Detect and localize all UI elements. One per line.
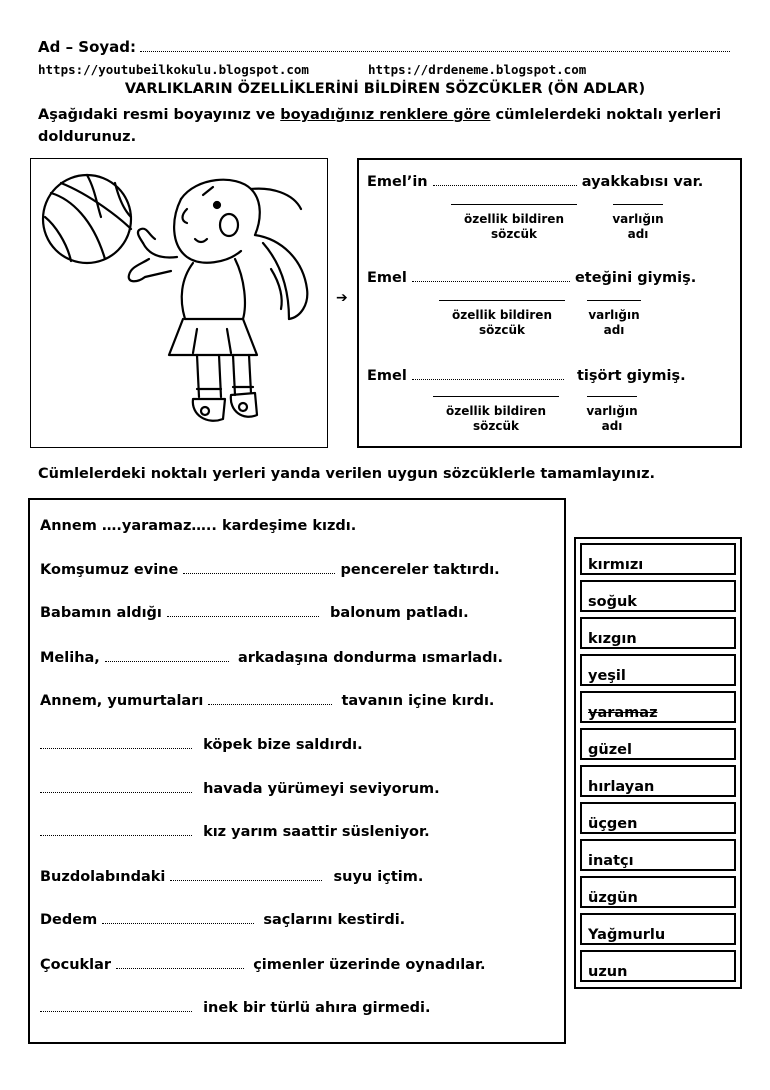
fill-sentence-2 [40, 562, 500, 578]
answer-blank[interactable] [40, 782, 192, 793]
sentence-object: eteğini giymiş. [574, 270, 697, 286]
word-bank-item: güzel [580, 728, 736, 760]
word-bank-item: kızgın [580, 617, 736, 649]
sentence-before: Meliha, [40, 650, 100, 666]
sentence-after: kız yarım saattir süsleniyor. [203, 824, 430, 840]
word-bank-item: soğuk [580, 580, 736, 612]
instruction-1 [38, 104, 738, 148]
fill-sentence-1 [40, 518, 356, 534]
page-title: VARLIKLARIN ÖZELLİKLERİNİ BİLDİREN SÖZCÜKLER (ÖN ADLAR) [124, 81, 646, 97]
fill-sentence-8 [40, 824, 430, 840]
fill-sentence-7 [40, 781, 440, 797]
answer-blank[interactable] [102, 913, 254, 924]
coloring-picture-box [30, 158, 328, 448]
arrow-icon: ➔ [336, 290, 348, 306]
answer-blank[interactable] [40, 738, 192, 749]
answer-blank[interactable] [40, 825, 192, 836]
name-field [38, 38, 730, 56]
word-bank [574, 537, 742, 989]
sentence-before: Çocuklar [40, 957, 112, 973]
fill-sentence-12 [40, 1000, 431, 1016]
sentence-object: tişört giymiş. [576, 368, 686, 384]
sentence-after: çimenler üzerinde oynadılar. [253, 957, 486, 973]
sentence-subject: Emel’in [367, 174, 428, 190]
noun-underline [587, 300, 641, 301]
sentence-before: Annem, yumurtaları [40, 693, 204, 709]
answer-blank[interactable] [40, 1001, 192, 1012]
beach-ball-icon [43, 175, 131, 263]
sentence-before: Komşumuz evine [40, 562, 179, 578]
feature-underline [439, 300, 565, 301]
word-bank-item: Yağmurlu [580, 913, 736, 945]
answer-blank[interactable] [116, 958, 244, 969]
feature-underline [433, 396, 559, 397]
caption-feature: özellik bildiren sözcük [446, 404, 546, 433]
fill-sentence-3 [40, 605, 469, 621]
answer-blank[interactable] [208, 694, 332, 705]
sentence-after: tavanın içine kırdı. [341, 693, 495, 709]
name-blank[interactable] [140, 41, 730, 52]
sentence-subject: Emel [367, 368, 407, 384]
sentence-subject: Emel [367, 270, 407, 286]
sentence-object: ayakkabısı var. [581, 174, 704, 190]
url-left: https://youtubeilkokulu.blogspot.com [38, 62, 309, 77]
fill-sentence-11 [40, 957, 486, 973]
name-label: Ad – Soyad: [38, 38, 137, 56]
instruction-post: cümlelerdeki noktalı yerleri doldurunuz. [38, 107, 722, 145]
fill-in-sentences-box [28, 498, 566, 1044]
instruction-2: Cümlelerdeki noktalı yerleri yanda verilen uygun sözcüklerle tamamlayınız. [38, 466, 656, 482]
word-bank-item: kırmızı [580, 543, 736, 575]
sentence-after: balonum patladı. [330, 605, 469, 621]
word-bank-item: üzgün [580, 876, 736, 908]
sentence-before: Buzdolabındaki [40, 869, 166, 885]
sentence-after: arkadaşına dondurma ısmarladı. [237, 650, 503, 666]
feature-underline [451, 204, 577, 205]
sentence-after: havada yürümeyi seviyorum. [203, 781, 440, 797]
answer-blank[interactable] [170, 870, 322, 881]
fill-sentence-5 [40, 693, 494, 709]
answer-blank[interactable] [167, 606, 319, 617]
picture-sentence-3 [367, 368, 686, 384]
url-right: https://drdeneme.blogspot.com [368, 62, 587, 77]
word-bank-item: uzun [580, 950, 736, 982]
word-bank-item: inatçı [580, 839, 736, 871]
sentence-before: Babamın aldığı [40, 605, 162, 621]
noun-underline [587, 396, 637, 397]
word-bank-item: üçgen [580, 802, 736, 834]
word-bank-item: yeşil [580, 654, 736, 686]
answer-blank[interactable] [183, 563, 335, 574]
sentence-after: köpek bize saldırdı. [203, 737, 363, 753]
sentence-after: ….. kardeşime kızdı. [191, 518, 357, 534]
sentence-after: pencereler taktırdı. [340, 562, 500, 578]
fill-sentence-10 [40, 912, 405, 928]
girl-with-ball-illustration [31, 159, 326, 446]
sentence-after: saçlarını kestirdi. [263, 912, 406, 928]
fill-sentence-6 [40, 737, 363, 753]
sentence-after: inek bir türlü ahıra girmedi. [203, 1000, 431, 1016]
picture-sentence-1 [367, 174, 703, 190]
girl-figure [129, 180, 308, 421]
picture-sentence-2 [367, 270, 696, 286]
caption-noun: varlığın adı [612, 212, 664, 241]
filled-answer: yaramaz [121, 518, 192, 534]
answer-blank[interactable] [433, 175, 577, 186]
instruction-underlined: boyadığınız renklere göre [280, 107, 491, 123]
caption-noun: varlığın adı [586, 404, 638, 433]
caption-noun: varlığın adı [588, 308, 640, 337]
answer-blank[interactable] [412, 369, 564, 380]
word-bank-item: hırlayan [580, 765, 736, 797]
sentence-before: Annem …. [40, 518, 122, 534]
caption-feature: özellik bildiren sözcük [464, 212, 564, 241]
word-bank-item-used: yaramaz [580, 691, 736, 723]
instruction-pre: Aşağıdaki resmi boyayınız ve [38, 107, 281, 123]
answer-blank[interactable] [412, 271, 570, 282]
fill-sentence-4 [40, 650, 503, 666]
caption-feature: özellik bildiren sözcük [452, 308, 552, 337]
sentence-before: Dedem [40, 912, 98, 928]
picture-sentences-box [357, 158, 742, 448]
fill-sentence-9 [40, 869, 423, 885]
noun-underline [613, 204, 663, 205]
sentence-after: suyu içtim. [333, 869, 424, 885]
answer-blank[interactable] [105, 651, 229, 662]
